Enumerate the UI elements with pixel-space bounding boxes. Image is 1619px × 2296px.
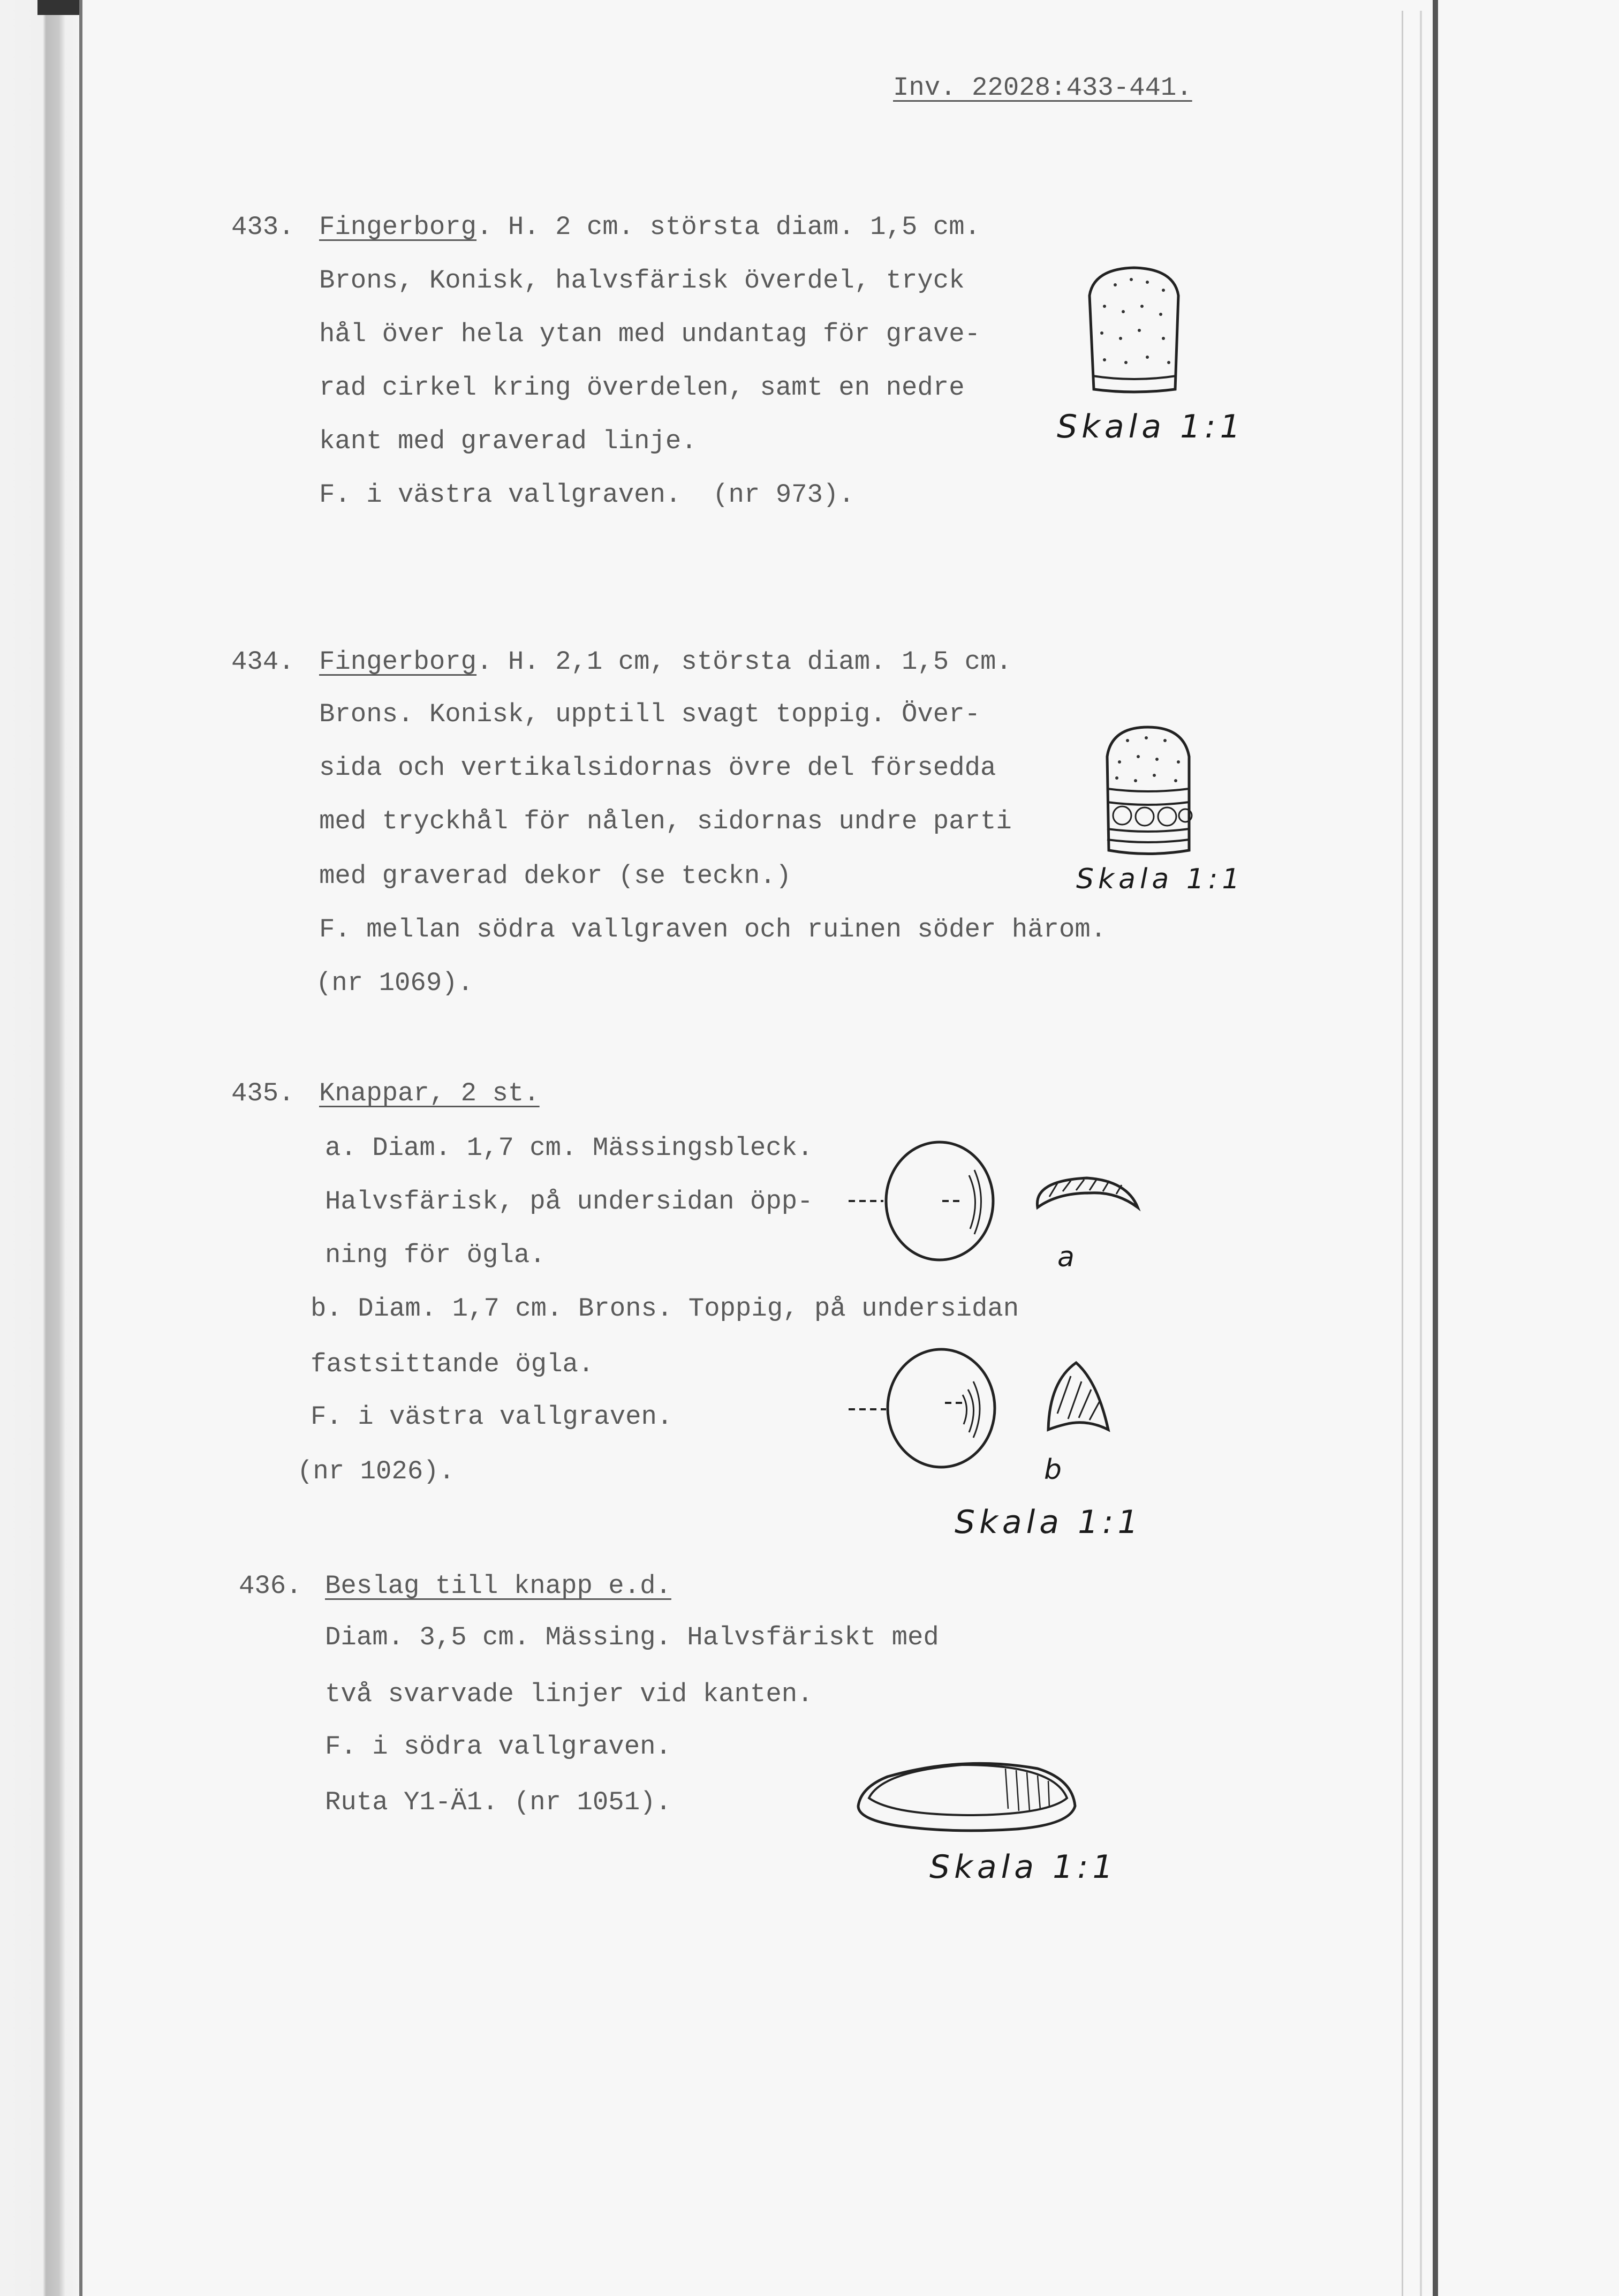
entry-title: Fingerborg bbox=[319, 647, 477, 677]
mount-drawing bbox=[856, 1755, 1080, 1833]
scale-label: Skala 1:1 bbox=[955, 1504, 1143, 1541]
entry-line: två svarvade linjer vid kanten. bbox=[325, 1679, 813, 1709]
entry-heading bbox=[319, 214, 980, 240]
entry-line: Diam. 3,5 cm. Mässing. Halvsfäriskt med bbox=[325, 1622, 939, 1652]
scale-label: Skala 1:1 bbox=[929, 1848, 1117, 1886]
button-b-drawing bbox=[846, 1349, 1156, 1472]
entry-title: Knappar, 2 st. bbox=[319, 1078, 540, 1108]
figure-label-a: a bbox=[1057, 1241, 1079, 1273]
entry-line: (nr 1026). bbox=[297, 1456, 455, 1486]
button-a-drawing bbox=[846, 1138, 1146, 1266]
entry-line: fastsittande ögla. bbox=[311, 1349, 594, 1379]
entry-line: sida och vertikalsidornas övre del försedda bbox=[319, 753, 996, 783]
thimble-decorated-drawing bbox=[1101, 724, 1194, 856]
entry-line: ning för ögla. bbox=[325, 1240, 546, 1270]
entry-number: 434. bbox=[231, 647, 294, 677]
entry-number: 435. bbox=[231, 1078, 294, 1108]
scan-shadow bbox=[37, 0, 81, 15]
entry-line: med tryckhål för nålen, sidornas undre parti bbox=[319, 806, 1012, 836]
entry-line: Brons, Konisk, halvsfärisk överdel, tryck bbox=[319, 266, 965, 296]
entry-line: a. Diam. 1,7 cm. Mässingsbleck. bbox=[325, 1133, 813, 1163]
entry-line: rad cirkel kring överdelen, samt en nedre bbox=[319, 373, 965, 403]
entry-title: Fingerborg bbox=[319, 212, 477, 242]
entry-line: b. Diam. 1,7 cm. Brons. Toppig, på undersidan bbox=[311, 1294, 1019, 1324]
entry-line: F. i södra vallgraven. bbox=[325, 1732, 671, 1762]
scale-label: Skala 1:1 bbox=[1076, 863, 1244, 895]
entry-number: 436. bbox=[239, 1571, 302, 1601]
page-edge-right bbox=[1433, 0, 1438, 2296]
page-edge-left bbox=[79, 0, 82, 2296]
scale-label: Skala 1:1 bbox=[1057, 408, 1245, 445]
entry-heading bbox=[319, 649, 1012, 675]
entry-line: hål över hela ytan med undantag för grave- bbox=[319, 319, 981, 349]
entry-line: Brons. Konisk, upptill svagt toppig. Över- bbox=[319, 699, 981, 729]
entry-line: F. i västra vallgraven. (nr 973). bbox=[319, 480, 854, 510]
entry-line: F. i västra vallgraven. bbox=[311, 1402, 673, 1432]
entry-number: 433. bbox=[231, 212, 294, 242]
entry-line: med graverad dekor (se teckn.) bbox=[319, 861, 792, 891]
page-edge-faint bbox=[1402, 11, 1403, 2296]
entry-line: Ruta Y1-Ä1. (nr 1051). bbox=[325, 1787, 671, 1817]
figure-label-b: b bbox=[1044, 1454, 1066, 1486]
entry-line: F. mellan södra vallgraven och ruinen söder härom. bbox=[319, 915, 1107, 945]
entry-line: (nr 1069). bbox=[316, 968, 474, 998]
thimble-drawing bbox=[1083, 263, 1185, 395]
inventory-number: Inv. 22028:433-441. bbox=[893, 73, 1192, 103]
entry-line: kant med graverad linje. bbox=[319, 426, 697, 456]
page-edge-faint bbox=[1420, 11, 1422, 2296]
entry-line: Halvsfärisk, på undersidan öpp- bbox=[325, 1187, 813, 1217]
entry-title-rest: . H. 2 cm. största diam. 1,5 cm. bbox=[476, 212, 981, 242]
book-spine-edge bbox=[0, 0, 80, 2296]
entry-title-rest: . H. 2,1 cm, största diam. 1,5 cm. bbox=[476, 647, 1012, 677]
entry-title: Beslag till knapp e.d. bbox=[325, 1571, 671, 1601]
